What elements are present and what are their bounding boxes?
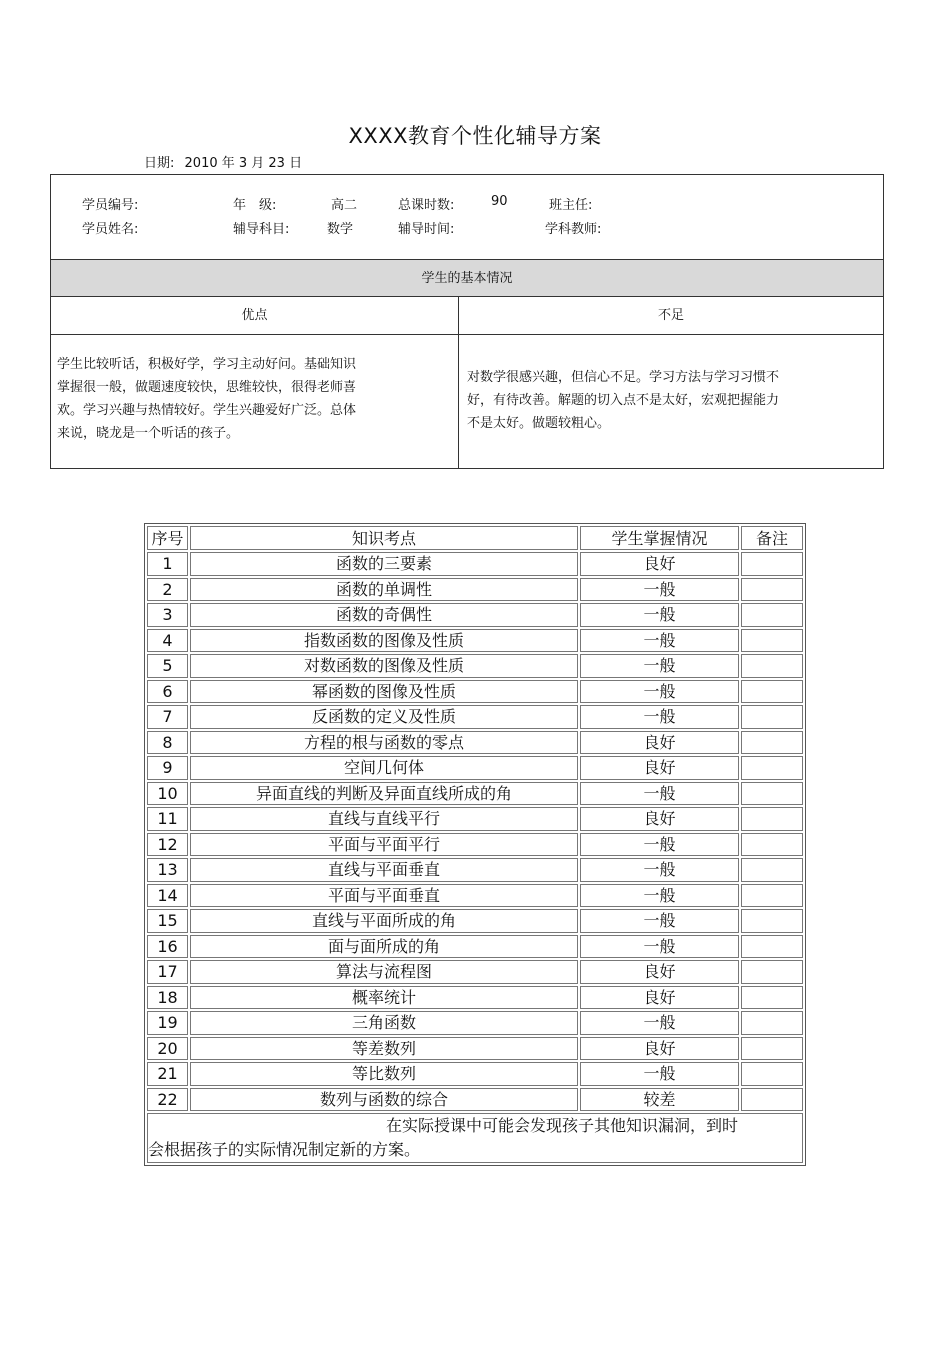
table-row: [147, 909, 803, 933]
total-hours-value: 90: [491, 194, 508, 209]
row-status: 良好: [580, 986, 739, 1010]
row-status: 良好: [580, 756, 739, 780]
table-row: [147, 654, 803, 678]
row-remark: [741, 1062, 803, 1086]
row-topic: 面与面所成的角: [190, 935, 578, 959]
row-no: 11: [147, 807, 188, 831]
row-status: 一般: [580, 884, 739, 908]
date-value: 2010 年 3 月 23 日: [184, 156, 303, 171]
row-no: 2: [147, 578, 188, 602]
row-status: 一般: [580, 603, 739, 627]
row-status: 一般: [580, 680, 739, 704]
row-remark: [741, 807, 803, 831]
row-topic: 等比数列: [190, 1062, 578, 1086]
table-row: [147, 858, 803, 882]
table-row: [147, 986, 803, 1010]
row-topic: 直线与直线平行: [190, 807, 578, 831]
row-no: 21: [147, 1062, 188, 1086]
row-remark: [741, 705, 803, 729]
row-topic: 函数的单调性: [190, 578, 578, 602]
table-row: [147, 680, 803, 704]
row-no: 4: [147, 629, 188, 653]
note-cell: [147, 1113, 803, 1163]
basic-situation-header: 学生的基本情况: [51, 259, 883, 297]
row-topic: 反函数的定义及性质: [190, 705, 578, 729]
row-remark: [741, 858, 803, 882]
strengths-header: 优点: [51, 297, 458, 335]
note-row: [147, 1113, 803, 1163]
row-no: 10: [147, 782, 188, 806]
row-status: 一般: [580, 705, 739, 729]
row-remark: [741, 833, 803, 857]
row-topic: 幂函数的图像及性质: [190, 680, 578, 704]
grade-label: 年 级:: [233, 198, 277, 213]
row-topic: 概率统计: [190, 986, 578, 1010]
row-topic: 直线与平面垂直: [190, 858, 578, 882]
weaknesses-text: [467, 366, 779, 435]
strengths-line: 来说，晓龙是一个听话的孩子。: [57, 426, 240, 441]
grade-value: 高二: [331, 198, 358, 213]
row-topic: 直线与平面所成的角: [190, 909, 578, 933]
row-status: 良好: [580, 1037, 739, 1061]
table-row: [147, 1011, 803, 1035]
row-no: 16: [147, 935, 188, 959]
strengths-line: 掌握很一般，做题速度较快，思维较快，很得老师喜: [57, 380, 357, 395]
table-row: [147, 884, 803, 908]
table-row: [147, 960, 803, 984]
row-remark: [741, 603, 803, 627]
row-topic: 对数函数的图像及性质: [190, 654, 578, 678]
row-remark: [741, 986, 803, 1010]
row-no: 13: [147, 858, 188, 882]
row-no: 17: [147, 960, 188, 984]
header-no: 序号: [147, 526, 188, 550]
table-row: [147, 756, 803, 780]
note-line: 在实际授课中可能会发现孩子其他知识漏洞，到时: [386, 1116, 739, 1135]
row-topic: 异面直线的判断及异面直线所成的角: [190, 782, 578, 806]
table-row: [147, 552, 803, 576]
row-topic: 函数的奇偶性: [190, 603, 578, 627]
student-id-label: 学员编号:: [82, 198, 139, 213]
tutor-time-label: 辅导时间:: [398, 222, 455, 237]
subject-label: 辅导科目:: [233, 222, 290, 237]
row-status: 良好: [580, 731, 739, 755]
header-status: 学生掌握情况: [580, 526, 739, 550]
info-box: [50, 174, 884, 469]
row-status: 良好: [580, 960, 739, 984]
row-topic: 平面与平面垂直: [190, 884, 578, 908]
row-topic: 方程的根与函数的零点: [190, 731, 578, 755]
document-title: XXXX教育个性化辅导方案: [348, 124, 602, 148]
row-remark: [741, 578, 803, 602]
row-remark: [741, 731, 803, 755]
table-row: [147, 1037, 803, 1061]
row-topic: 函数的三要素: [190, 552, 578, 576]
table-row: [147, 578, 803, 602]
class-teacher-label: 班主任:: [549, 198, 593, 213]
row-remark: [741, 1088, 803, 1112]
weaknesses-line: 对数学很感兴趣，但信心不足。学习方法与学习习惯不: [467, 370, 780, 385]
table-row: [147, 782, 803, 806]
row-no: 7: [147, 705, 188, 729]
row-status: 一般: [580, 782, 739, 806]
row-no: 12: [147, 833, 188, 857]
row-no: 18: [147, 986, 188, 1010]
student-name-label: 学员姓名:: [82, 222, 139, 237]
table-row: [147, 603, 803, 627]
table-row: [147, 935, 803, 959]
row-status: 良好: [580, 552, 739, 576]
row-status: 一般: [580, 909, 739, 933]
table-row: [147, 629, 803, 653]
strengths-line: 欢。学习兴趣与热情较好。学生兴趣爱好广泛。总体: [57, 403, 357, 418]
row-remark: [741, 680, 803, 704]
row-status: 一般: [580, 578, 739, 602]
table-row: [147, 1088, 803, 1112]
row-no: 9: [147, 756, 188, 780]
row-remark: [741, 629, 803, 653]
row-topic: 空间几何体: [190, 756, 578, 780]
row-remark: [741, 1037, 803, 1061]
row-remark: [741, 960, 803, 984]
row-status: 一般: [580, 654, 739, 678]
note-line: 会根据孩子的实际情况制定新的方案。: [148, 1140, 421, 1159]
row-status: 一般: [580, 935, 739, 959]
row-remark: [741, 1011, 803, 1035]
row-no: 5: [147, 654, 188, 678]
table-row: [147, 1062, 803, 1086]
row-no: 6: [147, 680, 188, 704]
row-no: 15: [147, 909, 188, 933]
table-row: [147, 731, 803, 755]
row-topic: 指数函数的图像及性质: [190, 629, 578, 653]
table-row: [147, 833, 803, 857]
row-remark: [741, 884, 803, 908]
row-remark: [741, 756, 803, 780]
total-hours-label: 总课时数:: [398, 198, 455, 213]
row-status: 一般: [580, 833, 739, 857]
row-status: 一般: [580, 858, 739, 882]
table-row: [147, 807, 803, 831]
row-no: 22: [147, 1088, 188, 1112]
table-header-row: [147, 526, 803, 550]
weaknesses-line: 好，有待改善。解题的切入点不是太好，宏观把握能力: [467, 393, 780, 408]
row-status: 一般: [580, 1062, 739, 1086]
column-divider: [458, 297, 459, 468]
row-remark: [741, 935, 803, 959]
row-remark: [741, 782, 803, 806]
strengths-text: [57, 353, 356, 445]
row-remark: [741, 552, 803, 576]
row-no: 8: [147, 731, 188, 755]
subject-value: 数学: [327, 222, 354, 237]
row-topic: 算法与流程图: [190, 960, 578, 984]
row-no: 14: [147, 884, 188, 908]
row-no: 20: [147, 1037, 188, 1061]
table-row: [147, 705, 803, 729]
row-status: 较差: [580, 1088, 739, 1112]
row-status: 一般: [580, 1011, 739, 1035]
header-remark: 备注: [741, 526, 803, 550]
row-no: 3: [147, 603, 188, 627]
row-remark: [741, 909, 803, 933]
row-no: 19: [147, 1011, 188, 1035]
weaknesses-header: 不足: [459, 297, 883, 335]
row-status: 一般: [580, 629, 739, 653]
strengths-line: 学生比较听话，积极好学，学习主动好问。基础知识: [57, 357, 357, 372]
row-topic: 等差数列: [190, 1037, 578, 1061]
date-line: [144, 152, 308, 171]
row-status: 良好: [580, 807, 739, 831]
header-topic: 知识考点: [190, 526, 578, 550]
subject-teacher-label: 学科教师:: [545, 222, 602, 237]
knowledge-table: [144, 523, 806, 1166]
row-topic: 数列与函数的综合: [190, 1088, 578, 1112]
row-no: 1: [147, 552, 188, 576]
row-topic: 三角函数: [190, 1011, 578, 1035]
row-topic: 平面与平面平行: [190, 833, 578, 857]
row-remark: [741, 654, 803, 678]
weaknesses-line: 不是太好。做题较粗心。: [467, 416, 611, 431]
date-label: 日期:: [144, 156, 175, 171]
